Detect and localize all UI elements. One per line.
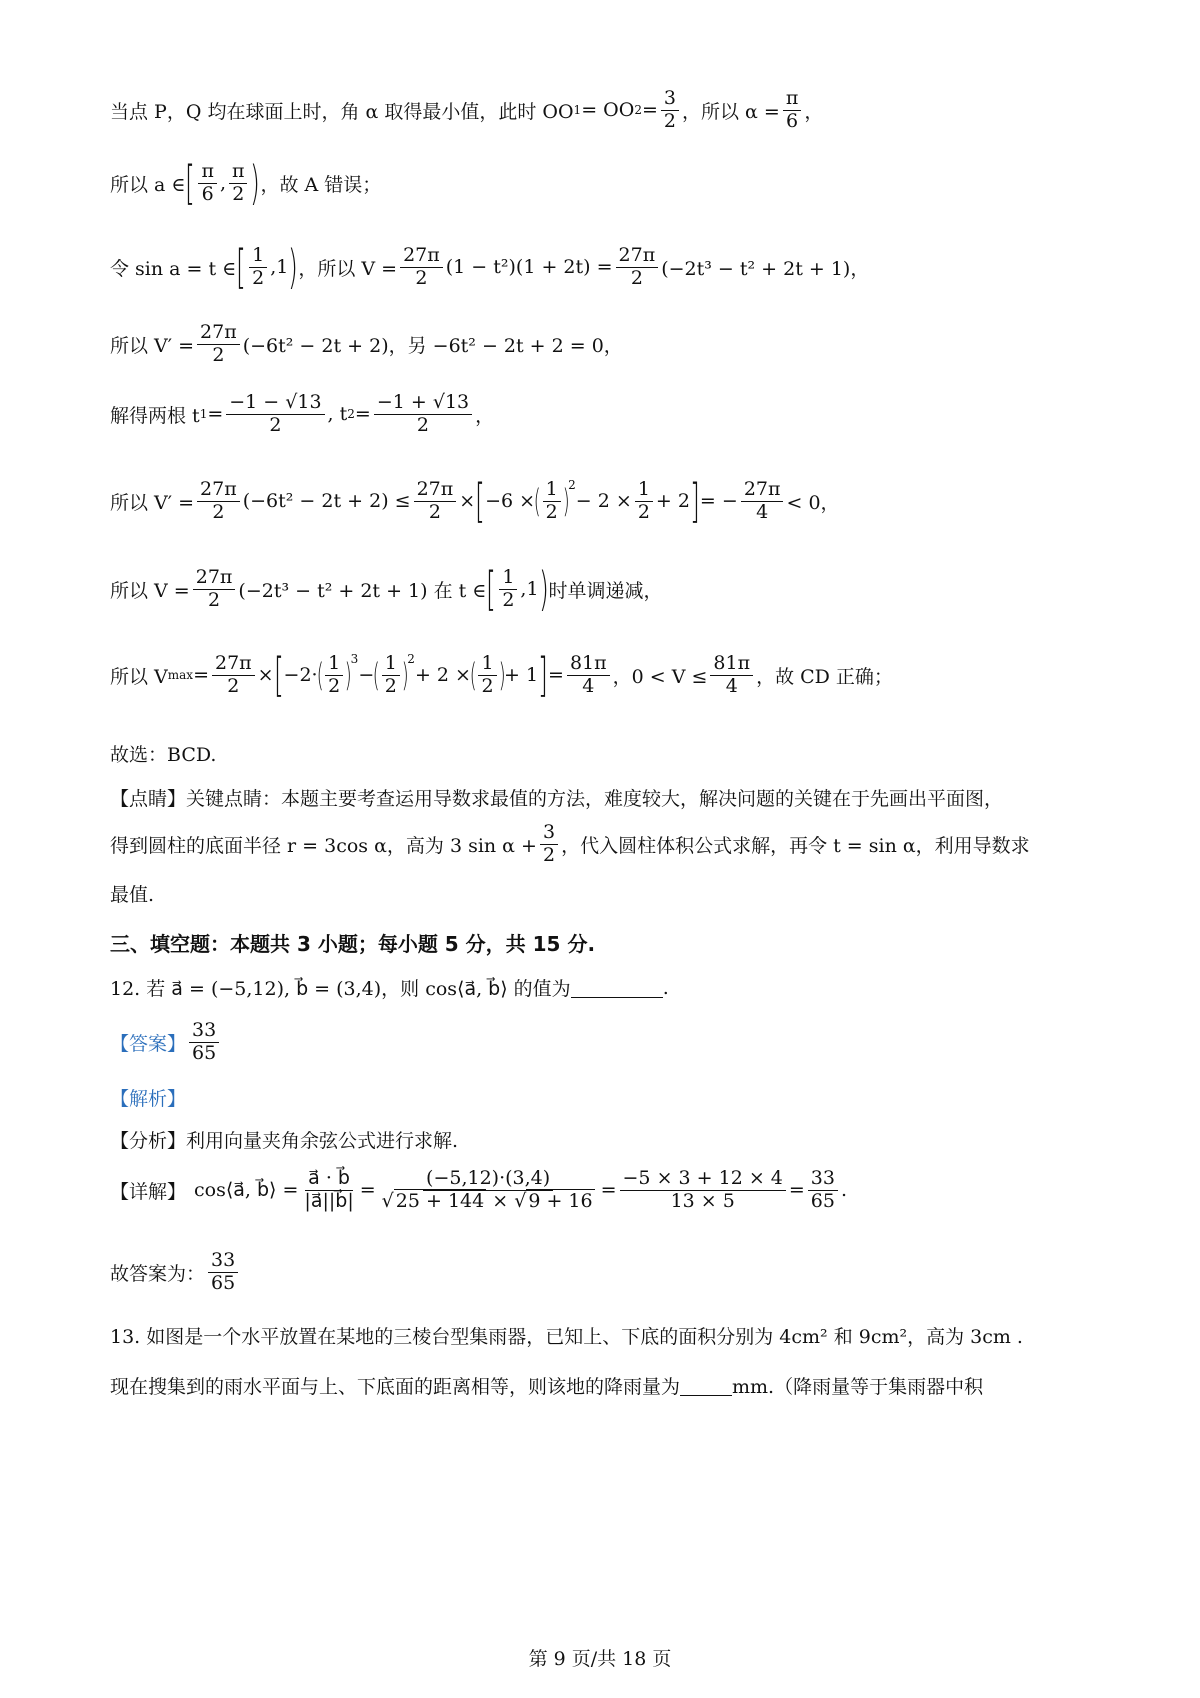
numerator: 3 — [540, 822, 558, 845]
text: = — [788, 1179, 805, 1202]
text: cos⟨a⃗, b⃗⟩ = — [194, 1179, 299, 1202]
text: = — [354, 403, 371, 426]
denominator: 2 — [416, 413, 430, 436]
exponent: 2 — [407, 652, 415, 666]
numerator: 33 — [189, 1020, 219, 1043]
paren: ) — [344, 656, 352, 694]
question-13-line-2 — [110, 1372, 983, 1399]
numerator: −1 − √13 — [226, 392, 324, 415]
text: 所以 a ∈ — [110, 173, 186, 196]
section-title: 三、填空题：本题共 3 小题；每小题 5 分，共 15 分. — [110, 932, 596, 956]
text: 最值. — [110, 884, 155, 906]
denominator: 2 — [502, 588, 515, 611]
text: 所以 V′ = — [110, 491, 195, 514]
fraction — [226, 392, 324, 437]
line-12 — [110, 880, 154, 907]
bracket: [ — [236, 240, 247, 294]
denominator: 2 — [630, 266, 643, 289]
fenxi-line — [110, 1126, 458, 1153]
denominator: |a⃗||b⃗| — [304, 1189, 354, 1212]
numerator: π — [783, 88, 802, 111]
text: (1 − t²)(1 + 2t) = — [445, 256, 613, 278]
numerator: 81π — [710, 653, 753, 676]
detail-label: 【详解】 — [110, 1180, 187, 1203]
numerator: a⃗ · b⃗ — [305, 1168, 353, 1191]
text: ，代入圆柱体积公式求解，再令 t = sin α，利用导数求 — [561, 834, 1030, 857]
denominator: 2 — [227, 674, 240, 697]
subscript: 2 — [347, 407, 355, 422]
paren: ( — [316, 656, 324, 694]
denominator: 65 — [211, 1271, 236, 1294]
denominator: 2 — [232, 182, 245, 205]
numerator: 1 — [543, 479, 561, 502]
numerator: 1 — [499, 567, 517, 590]
paren: ) — [250, 156, 261, 210]
text: + 1 — [504, 664, 539, 686]
numerator: 27π — [741, 479, 784, 502]
fraction — [741, 479, 784, 524]
section-heading — [110, 928, 595, 957]
text: = — [193, 664, 209, 686]
denominator: 65 — [192, 1041, 217, 1064]
paren: ) — [498, 656, 506, 694]
numerator: 33 — [208, 1250, 238, 1273]
text: ， — [804, 100, 824, 123]
fraction — [710, 653, 753, 698]
text: ,1 — [520, 578, 539, 600]
text: 所以 V′ = — [110, 334, 195, 357]
fraction — [661, 88, 679, 133]
line-3 — [110, 240, 870, 294]
text: ， — [475, 404, 495, 427]
answer-blank — [680, 1376, 732, 1396]
fraction — [208, 1250, 238, 1295]
text: (−2t³ − t² + 2t + 1)， — [661, 257, 870, 280]
question-text: 12. 若 a⃗ = (−5,12), b⃗ = (3,4)，则 cos⟨a⃗, b⃗⟩ 的值为 — [110, 978, 571, 1000]
denominator: 2 — [208, 588, 221, 611]
text: = OO — [581, 99, 635, 122]
line-7 — [110, 562, 663, 616]
question-13-line-1 — [110, 1322, 1023, 1349]
line-6 — [110, 474, 840, 528]
bracket: [ — [185, 156, 196, 210]
denominator: 2 — [428, 500, 441, 523]
page-footer: 第 9 页/共 18 页 — [528, 1648, 672, 1670]
text: −6 × — [485, 490, 536, 512]
line-1 — [110, 88, 823, 133]
paren: ( — [373, 656, 380, 694]
text: + 2 — [655, 490, 690, 512]
fraction — [616, 245, 659, 290]
text: × — [459, 490, 476, 512]
fraction — [620, 1168, 786, 1213]
text: . — [840, 1179, 848, 1202]
line-9 — [110, 740, 216, 767]
numerator: 27π — [193, 567, 236, 590]
text: − — [358, 664, 375, 686]
analysis-label: 【解析】 — [110, 1088, 187, 1110]
answer-blank — [571, 978, 663, 998]
fraction — [400, 245, 443, 290]
denominator: 2 — [384, 674, 397, 697]
text: −2· — [283, 664, 318, 686]
fraction — [478, 653, 496, 698]
text: 所以 V — [110, 665, 168, 688]
bracket: [ — [486, 562, 497, 616]
exponent: 2 — [568, 478, 576, 492]
line-11 — [110, 822, 1030, 867]
text: 解得两根 t — [110, 404, 200, 427]
paren: ) — [538, 562, 549, 616]
text: 时单调递减， — [548, 579, 663, 602]
text: 故选：BCD. — [110, 744, 217, 766]
text: 【分析】利用向量夹角余弦公式进行求解. — [110, 1130, 459, 1152]
answer-fraction — [189, 1020, 219, 1065]
text: = — [548, 664, 564, 686]
text: (−6t² − 2t + 2) ≤ — [242, 490, 411, 512]
text: ，故 A 错误； — [260, 173, 382, 196]
denominator: 2 — [252, 266, 265, 289]
denominator: 6 — [786, 109, 799, 132]
fraction — [374, 392, 472, 437]
analysis-line — [110, 1084, 186, 1111]
text: 所以 V = — [110, 579, 190, 602]
answer-label: 【答案】 — [110, 1032, 187, 1055]
text: (−6t² − 2t + 2)，另 −6t² − 2t + 2 = 0， — [242, 334, 623, 357]
denominator: √ 25 + 144 × √ 9 + 16 — [381, 1189, 593, 1212]
fraction — [379, 1168, 598, 1213]
fraction — [499, 567, 517, 612]
numerator: 27π — [197, 322, 240, 345]
exponent: 3 — [350, 652, 359, 666]
text: 令 sin a = t ∈ — [110, 257, 237, 280]
denominator: 2 — [481, 674, 494, 697]
denominator: 4 — [756, 500, 769, 523]
paren: ( — [533, 482, 541, 520]
text: ，所以 V = — [298, 257, 398, 280]
sqrt-content: 9 + 16 — [528, 1189, 593, 1212]
line-8 — [110, 648, 893, 702]
paren: ( — [469, 656, 477, 694]
bracket: ] — [690, 474, 700, 528]
text: = − — [699, 490, 738, 512]
numerator: 1 — [478, 653, 496, 676]
question-text: 13. 如图是一个水平放置在某地的三棱台型集雨器，已知上、下底的面积分别为 4cm² 和 9cm²，高为 3cm . — [110, 1326, 1023, 1348]
fraction — [193, 567, 236, 612]
subscript: 1 — [199, 407, 208, 422]
text: = — [641, 99, 658, 122]
denominator: 4 — [582, 674, 595, 697]
numerator: π — [229, 161, 248, 184]
text: , t — [327, 403, 348, 426]
fraction — [301, 1168, 356, 1213]
subscript: 1 — [573, 103, 582, 118]
fraction — [212, 653, 255, 698]
numerator: 27π — [212, 653, 255, 676]
numerator: 27π — [414, 479, 457, 502]
fraction — [783, 88, 802, 133]
bracket: [ — [273, 648, 284, 702]
numerator: (−5,12)·(3,4) — [423, 1168, 553, 1191]
text: ，0 < V ≤ — [612, 665, 708, 688]
subscript: 2 — [634, 103, 642, 118]
denominator: 2 — [328, 674, 341, 697]
denominator: 2 — [542, 843, 556, 866]
fraction — [382, 653, 400, 698]
paren: ) — [562, 482, 570, 520]
text: + 2 × — [414, 664, 471, 686]
denominator: 2 — [637, 500, 650, 523]
text: = — [600, 1179, 617, 1202]
fraction — [414, 479, 457, 524]
subscript: max — [167, 668, 194, 682]
denominator: 2 — [415, 266, 428, 289]
text: 故答案为： — [110, 1262, 206, 1285]
numerator: 3 — [661, 88, 679, 111]
text: (−2t³ − t² + 2t + 1) 在 t ∈ — [238, 579, 487, 602]
denominator: 65 — [810, 1189, 835, 1212]
question-text: mm.（降雨量等于集雨器中积 — [732, 1376, 984, 1398]
key-point-line — [110, 784, 1003, 811]
numerator: 27π — [400, 245, 443, 268]
fraction — [540, 822, 558, 867]
line-4 — [110, 322, 623, 367]
detail-line — [110, 1168, 847, 1213]
denominator: 2 — [545, 500, 558, 523]
fraction — [543, 479, 561, 524]
denominator: 4 — [725, 674, 738, 697]
denominator: 2 — [212, 500, 225, 523]
paren: ) — [288, 240, 299, 294]
fraction — [198, 161, 217, 206]
line-5 — [110, 392, 494, 437]
fraction — [808, 1168, 838, 1213]
fraction — [249, 245, 267, 290]
numerator: 1 — [382, 653, 400, 676]
bracket: [ — [475, 474, 486, 528]
text: × — [257, 664, 274, 686]
fraction — [325, 653, 343, 698]
question-12 — [110, 974, 669, 1001]
numerator: 33 — [808, 1168, 838, 1191]
fraction — [197, 479, 240, 524]
fraction — [229, 161, 248, 206]
final-answer-line — [110, 1250, 241, 1295]
numerator: 27π — [197, 479, 240, 502]
text: . — [662, 976, 669, 999]
text: − 2 × — [575, 490, 632, 512]
answer-line — [110, 1020, 222, 1065]
text: 【点睛】关键点睛：本题主要考查运用导数求最值的方法，难度较大，解决问题的关键在于先画出平面图， — [110, 788, 1004, 810]
numerator: −1 + √13 — [374, 392, 472, 415]
denominator: 6 — [201, 182, 214, 205]
question-text: 现在搜集到的雨水平面与上、下底面的距离相等，则该地的降雨量为 — [110, 1376, 681, 1398]
text: < 0， — [786, 491, 840, 514]
denominator: 2 — [212, 343, 225, 366]
numerator: 1 — [249, 245, 267, 268]
text: ，所以 α = — [681, 100, 780, 123]
bracket: ] — [538, 648, 548, 702]
numerator: 1 — [635, 479, 653, 502]
denominator: 2 — [269, 413, 282, 436]
fraction — [567, 653, 610, 698]
fraction — [197, 322, 240, 367]
text: ，故 CD 正确； — [756, 665, 893, 688]
numerator: 81π — [567, 653, 610, 676]
sqrt-content: 25 + 144 — [395, 1189, 485, 1212]
numerator: π — [198, 161, 217, 184]
text: 当点 P，Q 均在球面上时，角 α 取得最小值，此时 OO — [110, 100, 574, 123]
numerator: −5 × 3 + 12 × 4 — [620, 1168, 786, 1191]
numerator: 1 — [325, 653, 343, 676]
numerator: 27π — [616, 245, 659, 268]
text: ,1 — [270, 256, 289, 278]
fraction — [635, 479, 653, 524]
text: 得到圆柱的底面半径 r = 3cos α，高为 3 sin α + — [110, 834, 537, 857]
text: = — [359, 1179, 376, 1202]
text: = — [207, 403, 224, 426]
denominator: 13 × 5 — [670, 1189, 735, 1212]
denominator: 2 — [663, 109, 676, 132]
paren: ) — [401, 656, 409, 694]
line-2: 所以 a ∈ [ $\frac{\pi}{6}$ , $\frac{\pi}{2}$ ) ，故 A 错误； — [110, 156, 382, 210]
